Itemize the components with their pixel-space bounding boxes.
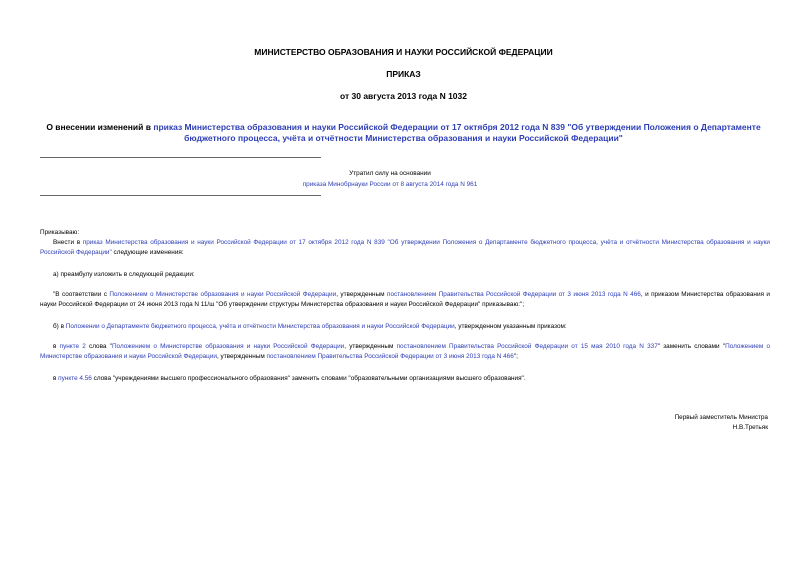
p1-order-link[interactable]: приказ Министерства образования и науки Российской Федерации от 17 октября 2012 года N 839 "Об утверждении Положения о Департаменте бюджетного процесса, учёта и отчётности Министерства образования и науки Российской Федерации" [40, 239, 770, 256]
paragraph-1 [40, 238, 770, 257]
p4-text-b: , утвержденном указанным приказом: [454, 323, 567, 330]
p5-decree-466-link[interactable]: постановлением Правительства Российской Федерации от 3 июня 2013 года N 466 [266, 352, 514, 360]
p3-government-decree-link[interactable]: постановлением Правительства Российской Федерации от 3 июня 2013 года N 466 [387, 291, 641, 298]
subject-prefix: О внесении изменений в [46, 122, 154, 132]
signature-position: Первый заместитель Министра [674, 414, 768, 421]
status-note [240, 168, 540, 190]
order-word: Приказываю: [40, 229, 80, 236]
ministry-heading: МИНИСТЕРСТВО ОБРАЗОВАНИЯ И НАУКИ РОССИЙСКОЙ ФЕДЕРАЦИИ [254, 47, 553, 57]
paragraph-3 [40, 290, 770, 309]
signature-block [675, 413, 768, 433]
p4-text-a: б) в [53, 323, 66, 330]
p1-suffix: следующие изменения: [111, 248, 184, 256]
p5-text-d: " заменить словами " [657, 343, 726, 350]
subject-order-link[interactable]: приказ Министерства образования и науки Российской Федерации от 17 октября 2012 года N 839 "Об утверждении Положения о Департаменте бюджетного процесса, учёта и отчётности Министерства образования и науки Российской Федерации" [153, 122, 761, 143]
p5-text-c: , утвержденным [344, 343, 397, 350]
separator-bottom [40, 195, 321, 196]
p5-decree-337-link[interactable]: постановлением Правительства Российской Федерации от 15 мая 2010 года N 337 [396, 343, 658, 350]
p3-ministry-regulation-link[interactable]: Положением о Министерстве образования и науки Российской Федерации [109, 291, 337, 298]
p3-text-b: , утвержденным [336, 291, 387, 298]
paragraph-2: а) преамбулу изложить в следующей редакции: [53, 271, 195, 278]
paragraph-6 [40, 374, 770, 384]
doc-type-heading: ПРИКАЗ [386, 69, 421, 79]
p1-prefix: Внести в [53, 239, 83, 246]
paragraph-5 [40, 342, 770, 361]
paragraph-4 [40, 322, 770, 332]
status-note-text: Утратил силу на основании [349, 170, 431, 177]
separator-top [40, 157, 321, 158]
p4-department-regulation-link[interactable]: Положении о Департаменте бюджетного процесса, учёта и отчётности Министерства образования и науки Российской Федерации [65, 323, 455, 330]
status-note-link[interactable]: приказа Минобрнауки России от 8 августа 2014 года N 961 [302, 181, 478, 188]
p5-text-f: "; [513, 352, 518, 360]
p6-point-4-56-link[interactable]: пункте 4.56 [58, 375, 92, 382]
p3-text-c: , и приказом Министерства образования и науки Российской Федерации от 24 июня 2013 года N 11/ш "Об утверждении структуры Министерства образования и науки Российской Федерации" приказываю:"; [40, 291, 770, 308]
p3-text-a: "В соответствии с [53, 291, 110, 298]
p5-text-a: в [53, 343, 60, 350]
p5-ministry-regulation-link-2[interactable]: Положением о Министерстве образования и науки Российской Федерации [40, 343, 771, 360]
p5-text-b: слова " [85, 343, 112, 350]
doc-date-number: от 30 августа 2013 года N 1032 [340, 91, 467, 101]
p6-text-b: слова "учреждениями высшего профессионального образования" заменить словами "образовательными организациями высшего образования". [91, 375, 526, 382]
signature-name: Н.В.Третьяк [732, 424, 768, 431]
p6-text-a: в [53, 375, 59, 382]
p5-point-2-link[interactable]: пункте 2 [59, 343, 86, 350]
document-subject [40, 122, 767, 144]
p5-ministry-regulation-link[interactable]: Положением о Министерстве образования и науки Российской Федерации [111, 343, 345, 350]
p5-text-e: , утвержденным [217, 352, 267, 360]
